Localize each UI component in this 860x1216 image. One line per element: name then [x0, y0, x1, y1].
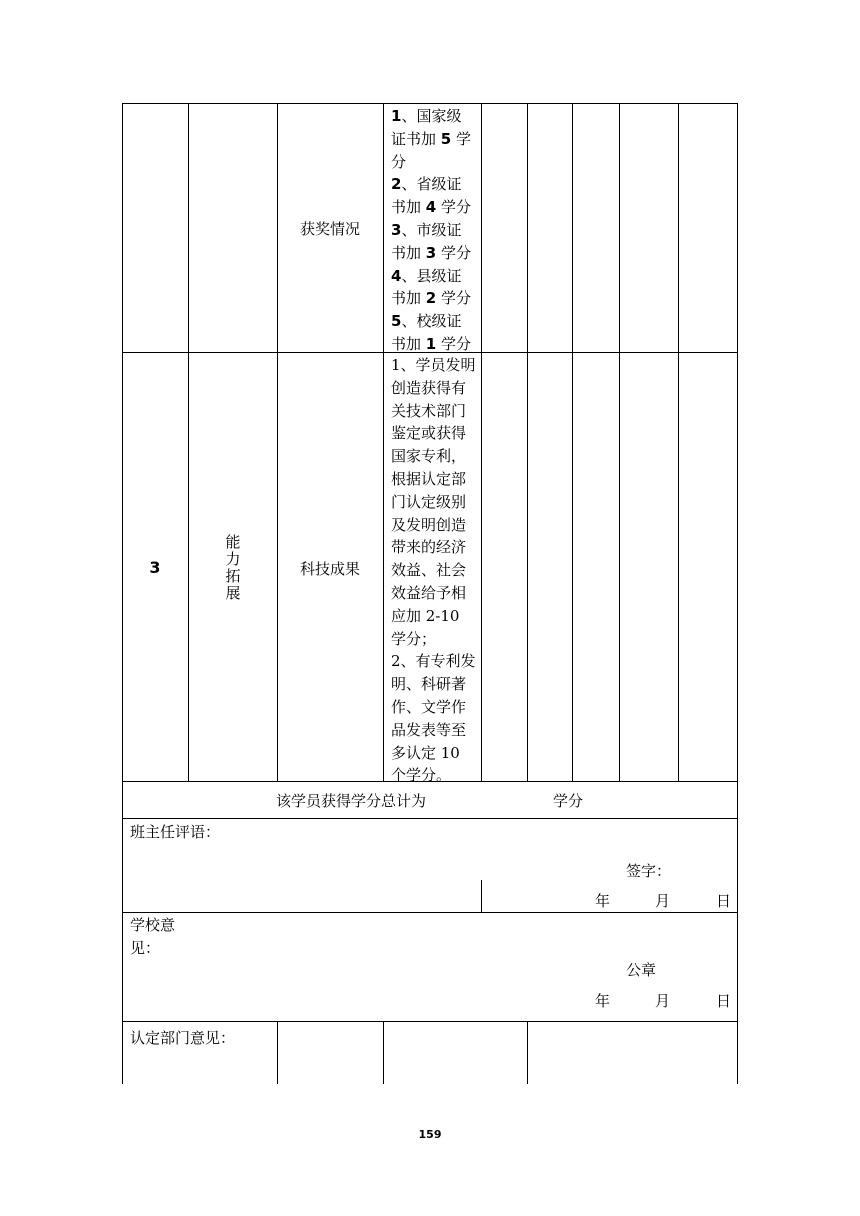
tech-category-vertical [225, 534, 241, 602]
page-number: 159 [418, 1128, 442, 1141]
tech-criteria-line: 及发明创造 [391, 515, 467, 534]
tech-criteria-line: 根据认定部 [391, 469, 467, 488]
row-divider-teacher-school [122, 912, 738, 913]
tech-criteria-line: 学分； [391, 629, 437, 648]
tech-criteria-line: 品发表等至 [391, 720, 467, 739]
col-divider-8 [678, 103, 679, 781]
tech-criteria-line: 作、文学作 [391, 697, 467, 716]
award-criteria-line: 证书加 5 学 [391, 129, 471, 148]
tech-row-number: 3 [149, 558, 161, 577]
row-divider-total-teacher [122, 818, 738, 819]
award-criteria-line: 书加 4 学分 [391, 198, 471, 217]
tech-criteria-line: 带来的经济 [391, 538, 467, 557]
col-divider-5 [527, 103, 528, 781]
tech-criteria-line: 多认定 10 [391, 743, 460, 762]
school-seal-label: 公章 [626, 961, 657, 979]
tech-criteria-line: 效益给予相 [391, 583, 467, 602]
category-char: 拓 [225, 567, 241, 585]
award-criteria-line: 分 [391, 152, 407, 171]
award-criteria-line: 4、县级证 [391, 266, 462, 285]
tech-criteria-line: 国家专利， [391, 447, 467, 466]
col-divider-4 [481, 103, 482, 781]
category-char: 力 [225, 550, 241, 568]
col-divider-2 [277, 103, 278, 781]
school-date-year: 年 [595, 992, 611, 1010]
tech-criteria-line: 关技术部门 [391, 401, 467, 420]
tech-criteria-line: 效益、社会 [391, 561, 467, 580]
award-criteria-line: 书加 2 学分 [391, 289, 471, 308]
total-credits-label: 该学员获得学分总计为 [276, 792, 427, 810]
award-criteria-list [391, 105, 471, 356]
award-criteria-line: 书加 3 学分 [391, 243, 471, 262]
award-criteria-line: 5、校级证 [391, 312, 462, 331]
row-divider-school-dept [122, 1021, 738, 1022]
award-criteria-line: 1、国家级 [391, 107, 462, 125]
tech-item-label: 科技成果 [299, 560, 360, 578]
teacher-date-year: 年 [595, 892, 611, 910]
table-top-border [122, 103, 738, 104]
school-date-day: 日 [716, 992, 732, 1010]
teacher-row-divider [481, 880, 482, 912]
col-divider-3 [383, 103, 384, 781]
col-divider-7 [619, 103, 620, 781]
tech-criteria-line: 2、有专利发 [391, 652, 476, 671]
school-date-month: 月 [655, 992, 671, 1010]
school-opinion-label-line1: 学校意 [130, 916, 176, 934]
table-right-border [737, 103, 738, 1084]
teacher-date-month: 月 [655, 892, 671, 910]
award-criteria-line: 3、市级证 [391, 220, 462, 239]
tech-criteria-line: 门认定级别 [391, 492, 467, 511]
col-divider-1 [188, 103, 189, 781]
tech-criteria-list [391, 354, 476, 787]
tech-criteria-line: 应加 2-10 [391, 606, 460, 625]
dept-col-divider-3 [527, 1021, 528, 1084]
col-divider-6 [572, 103, 573, 781]
tech-criteria-line: 1、学员发明 [391, 356, 476, 374]
category-char: 能 [225, 533, 241, 551]
dept-opinion-label: 认定部门意见： [130, 1029, 236, 1047]
tech-criteria-line: 明、科研著 [391, 675, 467, 694]
teacher-sign-label: 签字： [626, 862, 672, 880]
dept-col-divider-2 [383, 1021, 384, 1084]
school-opinion-label-line2: 见： [130, 939, 161, 957]
dept-col-divider-1 [277, 1021, 278, 1084]
tech-criteria-line: 鉴定或获得 [391, 424, 467, 443]
award-criteria-line: 2、省级证 [391, 175, 462, 194]
award-item-label: 获奖情况 [299, 220, 360, 238]
total-credits-unit: 学分 [553, 792, 584, 810]
tech-criteria-line: 创造获得有 [391, 378, 467, 397]
teacher-comment-label: 班主任评语： [130, 823, 221, 841]
category-char: 展 [225, 584, 241, 602]
tech-criteria-line: 个学分。 [391, 766, 452, 785]
teacher-date-day: 日 [716, 892, 732, 910]
award-criteria-line: 书加 1 学分 [391, 334, 471, 353]
table-left-border [122, 103, 123, 1084]
